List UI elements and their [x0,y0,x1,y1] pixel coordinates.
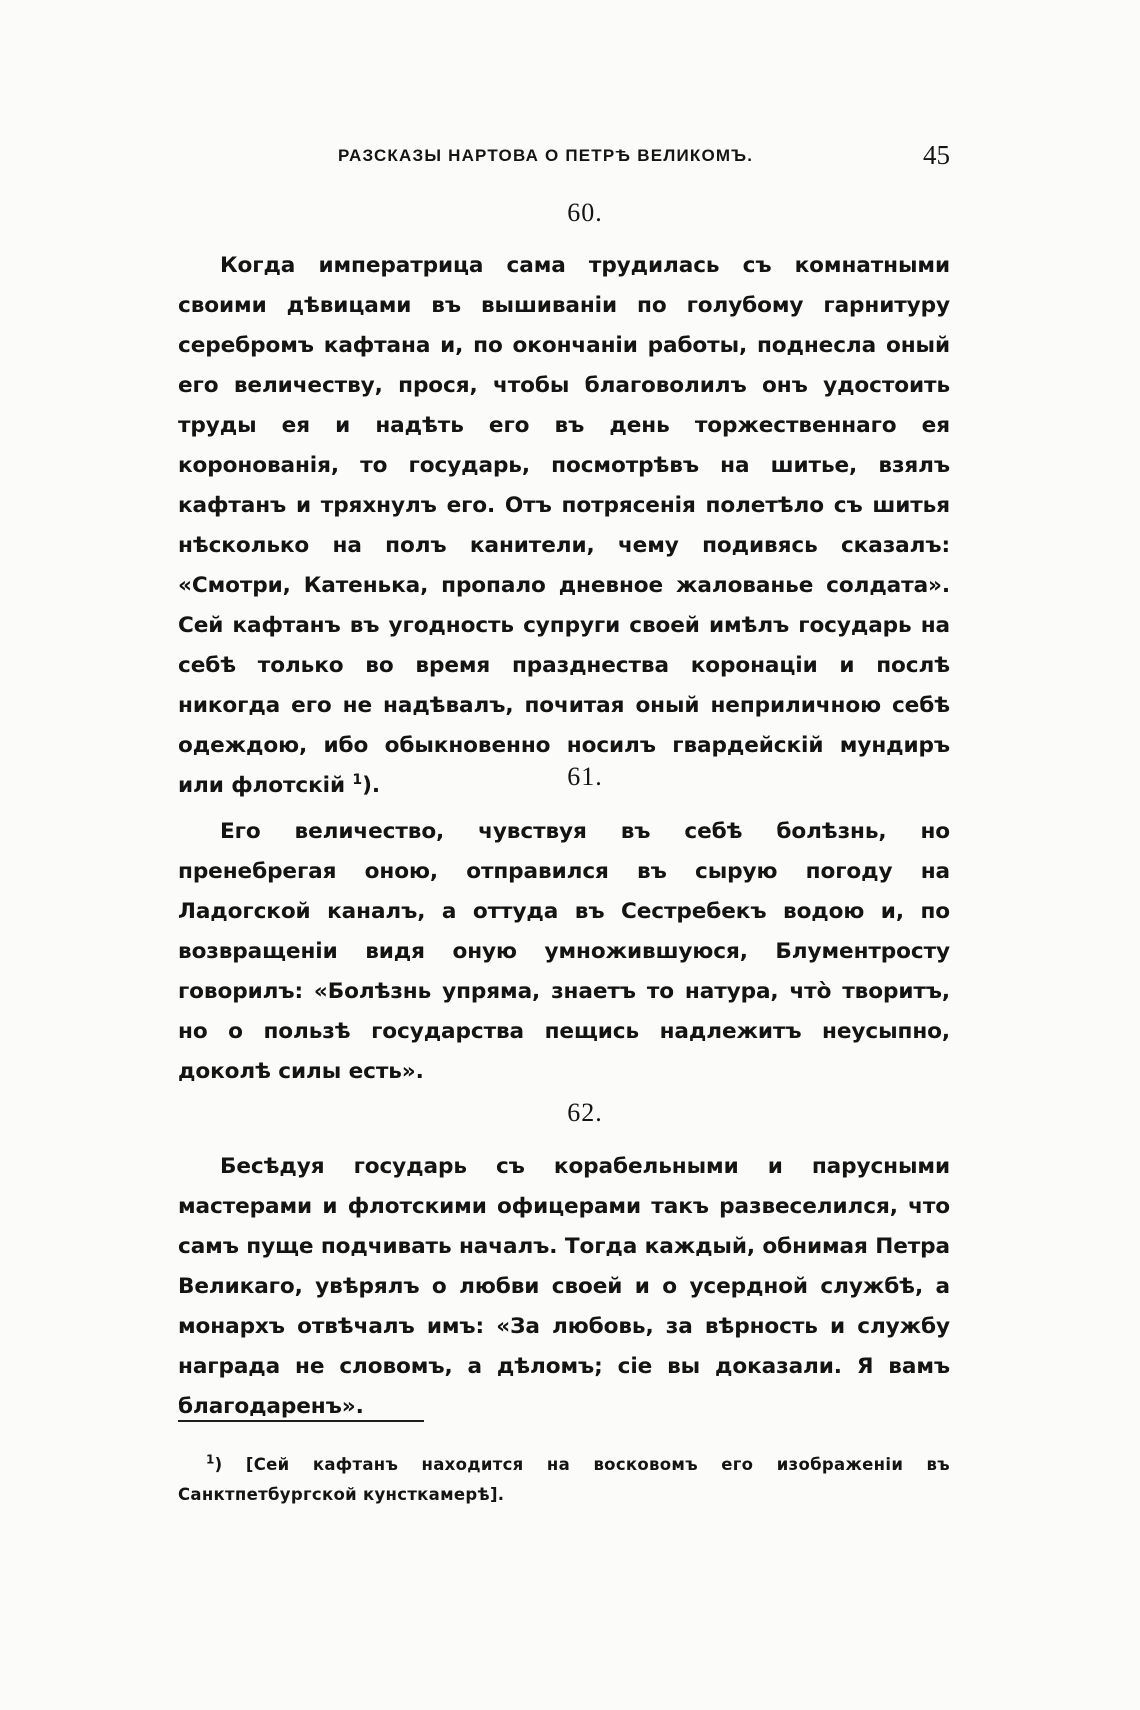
section-60-text-end: ). [362,773,380,798]
running-head [338,140,950,176]
section-62-paragraph: Бесѣдуя государь съ корабельными и парусными мастерами и флотскими офицерами такъ развеселился, что самъ пуще подчивать началъ. Тогда каждый, обнимая Петра Великаго, увѣрялъ о любви своей и о усердной службѣ, а монархъ отвѣчалъ имъ: «За любовь, за вѣрность и службу награда не словомъ, а дѣломъ; сіе вы доказали. Я вамъ благодаренъ». [178,1154,950,1419]
footnote-reference: 1 [352,771,363,788]
section-60-paragraph [178,246,950,806]
section-number-61: 61. [567,762,603,791]
footnote [178,1450,950,1510]
section-number-62: 62. [567,1098,603,1127]
footnote-marker: 1 [206,1452,215,1467]
page-number: 45 [923,140,950,170]
section-60-text: Когда императрица сама трудилась съ комнатными своими дѣвицами въ вышиваніи по голубому гарнитуру серебромъ кафтана и, по окончаніи работы, поднесла оный его величеству, прося, чтобы благоволилъ онъ удостоить труды ея и надѣть его въ день торжественнаго ея коронованія, то государь, посмотрѣвъ на шитье, взялъ кафтанъ и тряхнулъ его. Отъ потрясенія полетѣло съ шитья нѣсколько на полъ канители, чему подивясь сказалъ: «Смотри, Катенька, пропало дневное жалованье солдата». Сей кафтанъ въ угодность супруги своей имѣлъ государь на себѣ только во время празднества коронаціи и послѣ никогда его не надѣвалъ, почитая оный неприличною себѣ одеждою, ибо обыкновенно носилъ гвардейскій мундиръ или флотскій [178,253,950,798]
running-title: РАЗСКАЗЫ НАРТОВА О ПЕТРѢ ВЕЛИКОМЪ. [338,146,754,165]
section-number-60: 60. [567,198,603,227]
footnote-text: ) [Сей кафтанъ находится на восковомъ его изображеніи въ Санктпетбургской кунсткамерѣ]. [178,1455,950,1504]
section-61-paragraph: Его величество, чувствуя въ себѣ болѣзнь, но пренебрегая оною, отправился въ сырую погоду на Ладогской каналъ, а оттуда въ Сестребекъ водою и, по возвращеніи видя оную умножившуюся, Блументросту говорилъ: «Болѣзнь упряма, знаетъ то натура, что̀ творитъ, но о пользѣ государства пещись надлежитъ неусыпно, доколѣ силы есть». [178,819,950,1084]
footnote-divider [178,1420,424,1422]
